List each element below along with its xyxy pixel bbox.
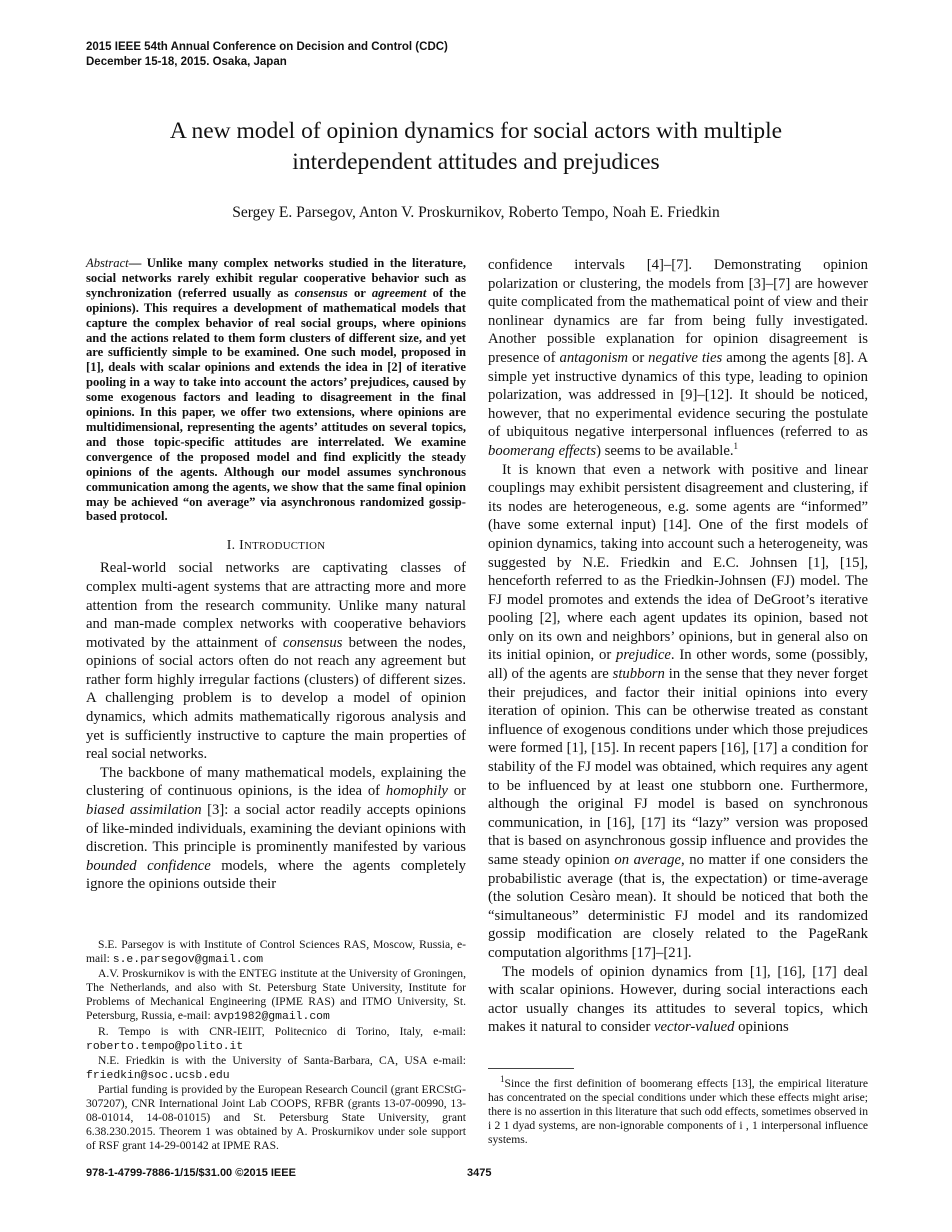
text-span: models, where the agents completely ignore the opinions outside their [86,857,466,893]
emphasis: bounded confidence [86,857,211,874]
right-paragraph-2 [488,461,868,963]
text-span: ) seems to be available. [596,442,734,459]
text-span: between the nodes, opinions of social actors often do not reach any agreement but rather form highly irregular factions (clusters) of different sizes. A challenging problem is to develop a model of opinion dynamics, which admits mathematically rigorous analysis and yet is sufficiently instructive to capture the main properties of real social networks. [86,634,466,763]
text-span: The backbone of many mathematical models, explaining the clustering of continuous opinions, is the idea of [86,764,466,800]
abstract [86,256,466,524]
text-span: [3]: a social actor readily accepts opinions of like-minded individuals, examining the deviant opinions with discretion. This principle is prominently manifested by various [86,802,466,856]
email: s.e.parsegov@gmail.com [112,954,264,967]
abstract-text-3: of the opinions). This requires a development of mathematical models that capture the complex behavior of real social groups, where opinions and the actions related to them form clusters of different size, and yet are sufficiently simple to be examined. One such model, proposed in [1], deals with scalar opinions and extends the idea in [2] of iterative pooling in a way to take into account the actors’ prejudices, caused by some exogenous factors and leading to disagreement in the final opinions. In this paper, we offer two extensions, where opinions are multidimensional, representing the agents’ attitudes on several topics, and those topic-specific attitudes are interrelated. We examine convergence of the proposed model and find explicitly the steady opinions of the agents. Although our model assumes synchronous communication among the agents, we show that the same final opinion may be achieved “on average” via asynchronous randomized gossip-based protocol. [86,285,466,524]
abstract-text-1: Unlike many complex networks studied in the literature, social networks rarely exhibit regular cooperative behavior such as synchronization (referred usually as [86,256,466,300]
text-span: among the agents [8]. A simple yet instructive dynamics of this type, leading to opinion polarization, was addressed in [9]–[12]. It should be noticed, however, that no experimental evidence securing the postulate of ubiquitous negative interpersonal influences (referred to as [488,349,868,441]
email: friedkin@soc.ucsb.edu [86,1069,230,1082]
email: roberto.tempo@polito.it [86,1040,244,1053]
emphasis: boomerang effects [488,442,597,459]
footnote-1-marker: 1 [500,1074,505,1085]
footnote-funding: Partial funding is provided by the European Research Council (grant ERCStG-307207), CNR International Joint Lab COOPS, RFBR (grants 13-07-00990, 13-08-01014, 14-08-01015) and St. Petersburg State University, grant 6.38.230.2015. Theorem 1 was obtained by A. Proskurnikov under sole support of RSF grant 14-29-00142 at IPME RAS. [86,1082,466,1153]
abstract-agreement: agreement [371,285,427,300]
text-span: opinions [734,1019,789,1036]
text-span: or [447,783,466,800]
author-list: Sergey E. Parsegov, Anton V. Proskurnikov, Roberto Tempo, Noah E. Friedkin [232,204,720,221]
conference-line-1: 2015 IEEE 54th Annual Conference on Decision and Control (CDC) [86,41,448,53]
text-span: confidence intervals [4]–[7]. Demonstrating opinion polarization or clustering, the models from [3]–[7] are however quite complicated from the mathematical point of view and their nonlinear dynamics are far from being fully investigated. Another possible explanation for opinion disagreement is presence of [488,257,868,366]
isbn-copyright: 978-1-4799-7886-1/15/$31.00 ©2015 IEEE [86,1167,296,1179]
email: avp1982@gmail.com [213,1011,330,1024]
paper-title [86,116,866,178]
emphasis: negative ties [648,349,723,366]
page-number: 3475 [467,1167,492,1179]
footnote-marker: 1 [733,441,739,452]
emphasis: antagonism [559,349,629,366]
emphasis: vector-valued [654,1019,735,1036]
text-span: Real-world social networks are captivating classes of complex multi-agent systems that are attracting more and more attention from the research community. Unlike many natural and man-made complex networks with cooperative behaviors motivated by the attainment of [86,560,466,651]
intro-paragraph-2 [86,764,466,894]
title-line-2: interdependent attitudes and prejudices [292,149,660,175]
footnote-parsegov [86,938,466,967]
abstract-consensus: consensus [294,285,348,300]
conference-header [86,40,448,70]
abstract-text-2: or [347,285,372,300]
emphasis: prejudice [616,647,671,664]
emphasis: stubborn [612,666,665,683]
right-paragraph-3 [488,963,868,1037]
text-span: S.E. Parsegov is with Institute of Control Sciences RAS, Moscow, Russia, e-mail: [86,938,466,966]
text-span: R. Tempo is with CNR-IEIIT, Politecnico di Torino, Italy, e-mail: [98,1024,466,1038]
abstract-dash: — [128,256,147,270]
conference-line-2: December 15-18, 2015. Osaka, Japan [86,56,287,68]
text-span: . In other words, some (possibly, all) of the agents are [488,647,868,683]
text-span: Since the first definition of boomerang effects [13], the empirical literature has concentrated on the special conditions under which these effects might arise; there is no assertion in this literature that such odd effects, sometimes observed in i 2 1 dyad systems, are non-ignorable components of i , 1 interpersonal influence systems. [488,1077,868,1147]
section-smallcaps: NTRODUCTION [244,540,326,553]
abstract-label: Abstract [86,256,129,270]
text-span: A.V. Proskurnikov is with the ENTEG institute at the University of Groningen, The Netherlands, and also with St. Petersburg State University, Institute for Problems of Mechanical Engineering (IPME RAS) and ITMO University, St. Petersburg, Russia, e-mail: [86,967,466,1023]
footnote-tempo [86,1025,466,1054]
footnote-1-text [488,1074,868,1147]
footnote-proskurnikov [86,967,466,1024]
emphasis: consensus [282,634,343,651]
text-span: The models of opinion dynamics from [1], [16], [17] deal with scalar opinions. However, during social interactions each actor usually changes its attitudes to several topics, which makes it natural to consider [488,963,868,1036]
section-initial: I [239,537,245,553]
text-span: in the sense that they never forget their prejudices, and factor their initial opinions into every iteration of opinion. This can be otherwise treated as constant influence of exogenous conditions under which those prejudices were formed [1], [15]. In recent papers [16], [17] a condition for stability of the FJ model was obtained, which requires any agent to be influenced by at least one stubborn one. Furthermore, although the original FJ model is based on synchronous communication, in [16], [17] its “lazy” version was proposed that is based on asynchronous gossip influence and provides the same steady opinion [488,666,868,868]
footnote-friedkin [86,1054,466,1083]
text-span: , no matter if one considers the probabilistic average (that is, the expectation) or time-average (the solution Cesàro mean). It should be noticed that both the “simultaneous” deterministic FJ model and its randomized gossip modification are closely related to the PageRank computation algorithms [17]–[21]. [488,852,868,961]
intro-paragraph-1 [86,559,466,764]
text-span: It is known that even a network with positive and linear couplings may exhibit persistent disagreement and clustering, if its nodes are heterogeneous, e.g. some agents are “informed” (have some external input) [14]. One of the first models of opinion dynamics, taking into account such a heterogeneity, was suggested by N.E. Friedkin and E.C. Johnsen [1], [15], henceforth referred to as the Friedkin-Johnsen (FJ) model. The FJ model promotes and extends the idea of DeGroot’s iterative pooling [2], where each agent updates its opinion, based not only on its own and neighbors’ opinions, but in general also on its initial opinion, or [488,461,868,664]
title-line-1: A new model of opinion dynamics for social actors with multiple [169,118,783,144]
right-column [488,256,868,1037]
emphasis: homophily [385,783,448,800]
text-span: or [628,349,649,366]
right-paragraph-1 [488,256,868,461]
footnote-rule [488,1068,574,1069]
text-span: N.E. Friedkin is with the University of Santa-Barbara, CA, USA e-mail: [98,1053,466,1067]
emphasis: on average [614,852,681,868]
section-heading-introduction [86,537,466,553]
affiliation-footnotes [86,938,466,1153]
emphasis: biased assimilation [86,802,202,819]
section-numeral: I. [226,537,240,553]
footnote-1 [488,1074,868,1147]
left-column [86,256,466,894]
